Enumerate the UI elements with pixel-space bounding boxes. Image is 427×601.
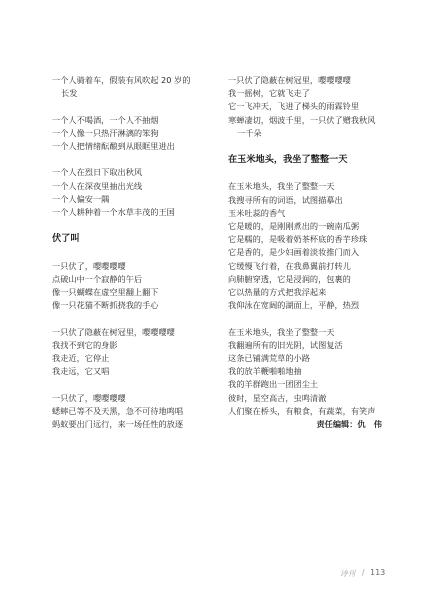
poem-line: 在玉米地头，我坐了整整一天 bbox=[228, 181, 335, 192]
poem-line: 一个人在烈日下取出秋风 bbox=[52, 167, 143, 178]
poem-line: 我找不到它的身影 bbox=[52, 339, 118, 350]
poem-line: 一个人偏安一隅 bbox=[52, 193, 110, 204]
poem-line: 这条已铺满荒草的小路 bbox=[228, 353, 310, 364]
journal-name: 诗刊 bbox=[340, 569, 355, 578]
poem-line: 我走近，它停止 bbox=[52, 352, 110, 363]
poem-line: 蟋蟀已等不及天黑，急不可待地鸣唱 bbox=[52, 405, 184, 416]
poem-line: 一个人像一只热汗淋漓的笨狗 bbox=[52, 127, 159, 138]
poem-line: 它以热量的方式把我浮起来 bbox=[228, 287, 327, 298]
poem-line: 一个人把情绪酝酿到从眼眶里进出 bbox=[52, 141, 175, 151]
left-column bbox=[52, 74, 220, 431]
poem-line: 它缓慢飞行着，在我鼻翼前打转儿 bbox=[228, 260, 351, 271]
poem-line: 它是香的，是少妇画着淡妆推门而入 bbox=[228, 247, 360, 258]
poem-line: 一只伏了隐蔽在树冠里，嘤嘤嘤嘤 bbox=[52, 326, 175, 337]
poem-line: 彼时，星空高古，虫鸣清澈 bbox=[228, 392, 327, 403]
poem-line: 一个人骑着车，假装有风吹起 20 岁的 bbox=[52, 75, 191, 85]
poem-line: 在玉米地头，我坐了整整一天 bbox=[228, 326, 335, 337]
poem-line: 一只伏了，嘤嘤嘤嘤 bbox=[52, 392, 126, 403]
poem-line: 点破山中一个寂静的午后 bbox=[52, 273, 143, 284]
poem-line: 像一只蝴蝶在虚空里翻上翻下 bbox=[52, 286, 159, 297]
poem-line: 长发 bbox=[61, 88, 78, 99]
poem-line: 我的放羊鞭啪啪地抽 bbox=[228, 366, 302, 377]
poem-line: 我翻遍所有的旧光阴，试图复活 bbox=[228, 339, 343, 350]
poem-line: 它一飞冲天，飞进了梯头的雨霖铃里 bbox=[228, 101, 360, 112]
poem-line: 一个人耕种着一个水草丰茂的王国 bbox=[52, 207, 175, 217]
poem-line: 我走远，它又唱 bbox=[52, 366, 110, 377]
poem-line: 人们聚在桥头，有粮食，有蔬菜，有笑声 bbox=[228, 405, 376, 416]
poem-line: 一个人在深夜里抽出光线 bbox=[52, 180, 143, 191]
poem-line: 像一只花猫不断抓挠我的手心 bbox=[52, 300, 159, 311]
poem-line: 寒蝉凄切，烟波千里，一只伏了赠我秋风 bbox=[228, 114, 376, 125]
poem-line: 我的羊群跑出一团团尘土 bbox=[228, 379, 319, 390]
editor-credit: 责任编辑：仇 伟 bbox=[316, 419, 382, 430]
poem-line: 向肺腑穿透，它是浸润的，包裹的 bbox=[228, 273, 351, 284]
footer-separator: / bbox=[362, 568, 365, 577]
poem-line: 玉米吐蕊的香气 bbox=[228, 207, 286, 218]
page-number: 113 bbox=[370, 568, 386, 577]
poem-title: 伏了叫 bbox=[52, 233, 80, 245]
poem-line: 它是糯的，是吸着奶茶杯底的香芋珍珠 bbox=[228, 234, 368, 245]
poem-line: 一只伏了隐蔽在树冠里，嘤嘤嘤嘤 bbox=[228, 75, 351, 85]
poem-line: 一千朵 bbox=[237, 127, 262, 138]
poem-line: 蚂蚁要出门远行，来一场任性的放逐 bbox=[52, 418, 184, 429]
poem-title: 在玉米地头，我坐了整整一天 bbox=[228, 154, 348, 166]
poem-line: 它是暖的，是刚刚煮出的一碗南瓜粥 bbox=[228, 221, 360, 231]
poem-line: 一个人不喝酒，一个人不抽烟 bbox=[52, 114, 159, 125]
page-footer bbox=[0, 568, 427, 588]
poem-line: 一只伏了，嘤嘤嘤嘤 bbox=[52, 260, 126, 271]
poem-line: 我一摇树，它就飞走了 bbox=[228, 88, 310, 99]
poem-line: 我仰泳在宽阔的湖面上，平静，热烈 bbox=[228, 300, 360, 311]
poem-line: 我搜寻所有的词语，试图描摹出 bbox=[228, 194, 343, 205]
right-column bbox=[228, 74, 388, 431]
